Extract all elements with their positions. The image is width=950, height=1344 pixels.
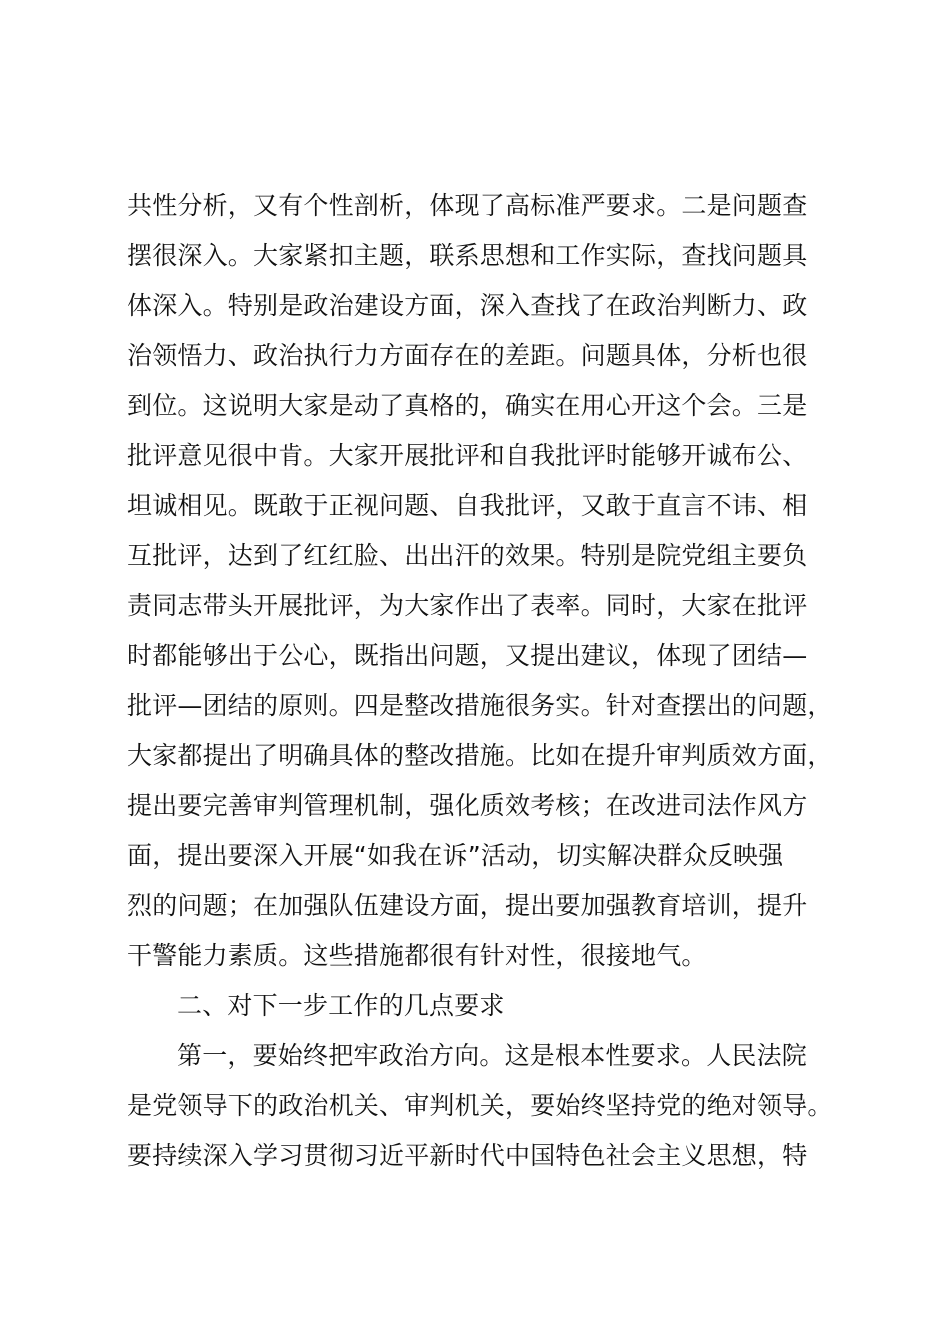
- text-line: 面，提出要深入开展“如我在诉”活动，切实解决群众反映强: [127, 841, 784, 870]
- text-line: 坦诚相见。既敢于正视问题、自我批评，又敢于直言不讳、相: [127, 491, 808, 520]
- paragraph-line: 要持续深入学习贯彻习近平新时代中国特色社会主义思想，特: [127, 1141, 808, 1170]
- text-line: 批评—团结的原则。四是整改措施很务实。针对查摆出的问题，: [127, 691, 833, 720]
- text-line: 摆很深入。大家紧扣主题，联系思想和工作实际，查找问题具: [127, 241, 808, 270]
- paragraph-line: 是党领导下的政治机关、审判机关，要始终坚持党的绝对领导。: [127, 1091, 833, 1120]
- text-line: 互批评，达到了红红脸、出出汗的效果。特别是院党组主要负: [127, 541, 808, 570]
- document-body: [127, 181, 857, 1181]
- text-line: 批评意见很中肯。大家开展批评和自我批评时能够开诚布公、: [127, 441, 808, 470]
- text-line: 体深入。特别是政治建设方面，深入查找了在政治判断力、政: [127, 291, 808, 320]
- text-line: 大家都提出了明确具体的整改措施。比如在提升审判质效方面，: [127, 741, 833, 770]
- text-line: 治领悟力、政治执行力方面存在的差距。问题具体，分析也很: [127, 341, 808, 370]
- text-line: 提出要完善审判管理机制，强化质效考核；在改进司法作风方: [127, 791, 808, 820]
- text-line: 时都能够出于公心，既指出问题，又提出建议，体现了团结—: [127, 641, 808, 670]
- text-line: 共性分析，又有个性剖析，体现了高标准严要求。二是问题查: [127, 191, 808, 220]
- section-heading: 二、对下一步工作的几点要求: [177, 991, 505, 1020]
- text-line: 烈的问题；在加强队伍建设方面，提出要加强教育培训，提升: [127, 891, 808, 920]
- text-line: 到位。这说明大家是动了真格的，确实在用心开这个会。三是: [127, 391, 808, 420]
- text-line: 干警能力素质。这些措施都很有针对性，很接地气。: [127, 941, 707, 970]
- paragraph-line: 第一，要始终把牢政治方向。这是根本性要求。人民法院: [177, 1041, 808, 1070]
- text-line: 责同志带头开展批评，为大家作出了表率。同时，大家在批评: [127, 591, 808, 620]
